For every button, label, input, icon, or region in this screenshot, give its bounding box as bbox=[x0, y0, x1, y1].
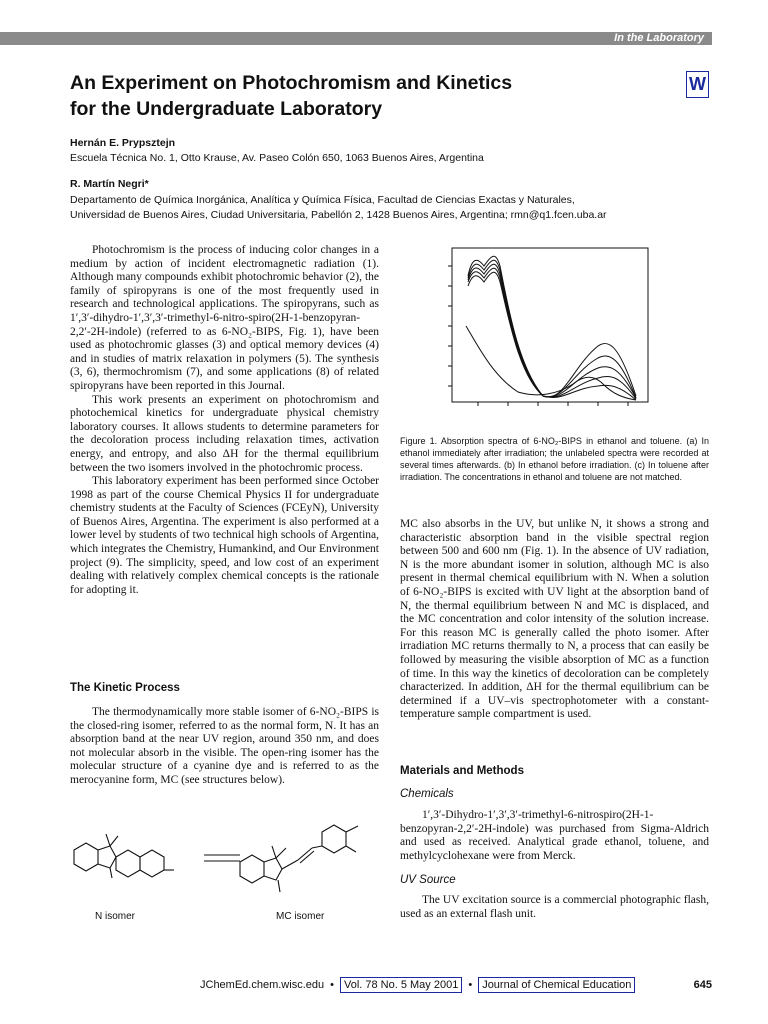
figure-1-spectra bbox=[448, 246, 658, 406]
chemical-structures bbox=[64, 822, 384, 902]
spectrum-a bbox=[468, 256, 636, 397]
spectrum-f bbox=[466, 326, 636, 400]
n-isomer-label: N isomer bbox=[95, 911, 136, 922]
mc-five-ring bbox=[264, 858, 282, 880]
n-benzo-ring bbox=[140, 850, 164, 877]
mc-phenol-ring bbox=[322, 825, 346, 853]
section-heading-kinetic: The Kinetic Process bbox=[70, 682, 180, 694]
author-name-1: Hernán E. Prypsztejn bbox=[70, 137, 176, 149]
right-column bbox=[400, 518, 709, 722]
affiliation-line: Escuela Técnica No. 1, Otto Krause, Av. Paseo Colón 650, 1063 Buenos Aires, Argentina bbox=[70, 152, 484, 164]
uv-source-text bbox=[400, 894, 709, 921]
affiliation-line: Departamento de Química Inorgánica, Analítica y Química Física, Facultad de Ciencias Exactas y Naturales, bbox=[70, 194, 575, 206]
author-affiliation-2 bbox=[70, 193, 690, 223]
affiliation-line: Universidad de Buenos Aires, Ciudad Universitaria, Pabellón 2, 1428 Buenos Aires, Argentina; rmn@q1.fcen.uba.ar bbox=[70, 209, 607, 221]
subheading-chemicals: Chemicals bbox=[400, 788, 454, 800]
paragraph: This work presents an experiment on photochromism and photochemical kinetics for undergraduate physical chemistry laboratory courses. It allows students to determine parameters for the decoloration process including relaxation times, activation energy, and entropy, and also ΔH for the thermal equilibrium between the two isomers involved in the photochromic process. bbox=[70, 393, 379, 474]
footer-site[interactable]: JChemEd.chem.wisc.edu bbox=[200, 979, 325, 991]
spectrum-c bbox=[468, 264, 636, 398]
section-header-bar bbox=[0, 32, 712, 45]
paragraph: 1′,3′-Dihydro-1′,3′,3′-trimethyl-6-nitrospiro(2H-1-benzopyran-2,2′-2H-indole) was purchased from Sigma-Aldrich and used as received. Analytical grade ethanol, toluene, and methylcyclohexane were from Merck. bbox=[400, 809, 709, 862]
mc-benzene-ring bbox=[240, 855, 264, 883]
n-five-ring bbox=[98, 846, 116, 868]
page-number: 645 bbox=[693, 979, 712, 991]
paragraph: MC also absorbs in the UV, but unlike N, it shows a strong and characteristic absorption band in the visible spectral region between 500 and 600 nm (Fig. 1). In the absence of UV radiation, N is the more abundant isomer in solution, although MC is also present in thermal chemical equilibrium with N. When a solution of 6-NO₂-BIPS is excited with UV light at the absorption band of N, the thermal equilibrium between N and MC is displaced, and the MC concentration and color intensity of the solution increase. For this reason MC is generally called the photo isomer. After irradiation MC returns thermally to N, a process that can easily be followed by measuring the visible absorption of MC as a function of time. In this way the kinetics of decoloration can be completely characterized. In addition, ΔH for the thermal equilibrium can be determined if a UV–vis spectrophotometer with a constant-temperature sample compartment is used. bbox=[400, 518, 709, 721]
footer-journal-link[interactable]: Journal of Chemical Education bbox=[478, 977, 635, 993]
spectrum-e bbox=[468, 272, 636, 400]
footer-separator: • bbox=[330, 979, 334, 991]
title-line-1: An Experiment on Photochromism and Kinetics bbox=[70, 72, 513, 94]
left-column bbox=[70, 244, 379, 597]
section-heading-materials: Materials and Methods bbox=[400, 765, 524, 777]
spectrum-b bbox=[468, 260, 636, 398]
section-label: In the Laboratory bbox=[614, 32, 704, 44]
web-supplement-icon[interactable]: W bbox=[686, 71, 709, 98]
n-pyran-ring bbox=[116, 850, 140, 877]
footer-volume-link[interactable]: Vol. 78 No. 5 May 2001 bbox=[340, 977, 462, 993]
subheading-uv-source: UV Source bbox=[400, 874, 456, 886]
paragraph: The thermodynamically more stable isomer of 6-NO₂-BIPS is the closed-ring isomer, referred to as the normal form, N. It has an absorption band at the near UV region, around 350 nm, and does not molecular absorb in the visible. The open-ring isomer has the molecular structure of a cyanine dye and is referred to as the merocyanine form, MC (see structures below). bbox=[70, 706, 379, 786]
figure-1-caption: Figure 1. Absorption spectra of 6-NO₂-BIPS in ethanol and toluene. (a) In ethanol immediately after irradiation; the unlabeled spectra were recorded at several times afterwards. (b) In ethanol before irradiation. (c) In toluene after irradiation. The concentrations in ethanol and toluene are not matched. bbox=[400, 436, 709, 482]
chemicals-text bbox=[400, 809, 709, 863]
paragraph: This laboratory experiment has been performed since October 1998 as part of the course Chemical Physics II for undergraduate chemistry students at the Faculty of Sciences (FCEyN), University of Buenos Aires, Argentina. The experiment is also performed at a lower level by students of two technical high schools of Argentina, which integrates the Chemistry, Humankind, and Our Environment project (9). The simplicity, speed, and low cost of an experiment dealing with relatively complex chemical concepts is the rationale for adopting it. bbox=[70, 475, 379, 596]
title-line-2: for the Undergraduate Laboratory bbox=[70, 98, 383, 120]
article-title bbox=[70, 70, 630, 122]
author-affiliation-1 bbox=[70, 151, 690, 166]
spectrum-d bbox=[468, 268, 636, 399]
paragraph: The UV excitation source is a commercial photographic flash, used as an external flash unit. bbox=[400, 894, 709, 920]
page-footer bbox=[200, 977, 712, 993]
mc-isomer-label: MC isomer bbox=[276, 911, 325, 922]
author-name-2: R. Martín Negri* bbox=[70, 178, 149, 190]
footer-separator: • bbox=[468, 979, 473, 991]
left-column-kinetic bbox=[70, 706, 379, 788]
paragraph: Photochromism is the process of inducing color changes in a medium by action of incident electromagnetic radiation (1). Although many compounds exhibit photochromic behavior (2), the family of spiropyrans is one of the most frequently used in research and technological applications. The spiropyrans, such as 1′,3′-dihydro-1′,3′,3′-trimethyl-6-nitro-spiro(2H-1-benzopyran-2,2′-2H-indole) (referred to as 6-NO₂-BIPS, Fig. 1), have been used as photochromic glasses (3) and optical memory devices (4) and in studies of matrix relaxation in polymers (5). The synthesis (3, 6), thermochromism (7), and some applications (8) of related spiropyrans have been reported in this Journal. bbox=[70, 244, 379, 392]
n-benzene-ring bbox=[74, 843, 98, 871]
